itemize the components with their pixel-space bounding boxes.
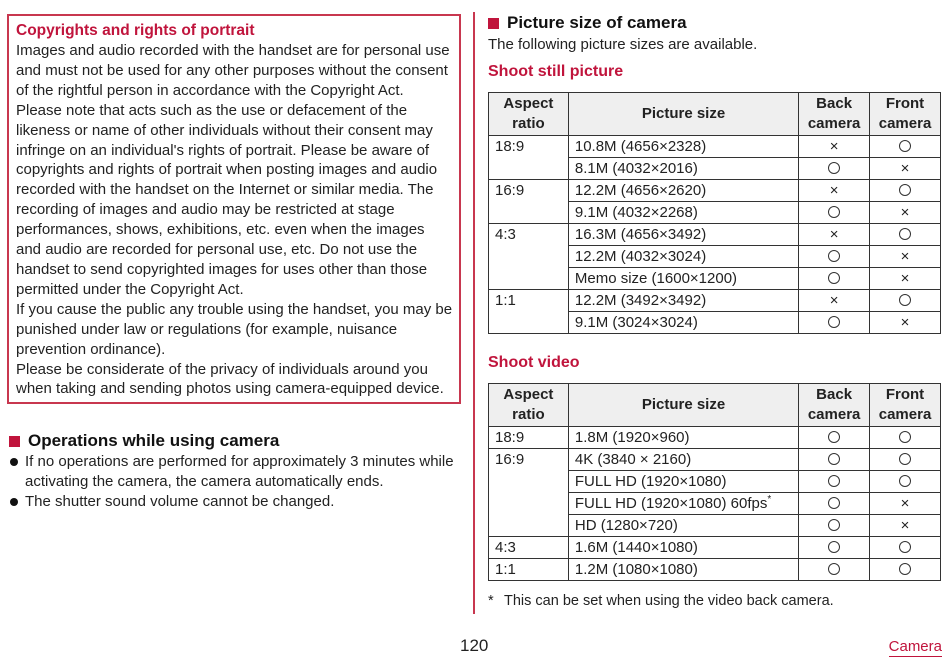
operations-heading <box>9 430 279 452</box>
header-aspect-ratio: Aspect ratio <box>489 93 569 136</box>
video-subheading: Shoot video <box>488 354 580 371</box>
header-back-camera: Back camera <box>799 384 870 427</box>
notice-paragraph-3: Please be considerate of the privacy of individuals around you when taking and sending photos using camera-equipped device. <box>16 360 444 398</box>
aspect-ratio-cell: 4:3 <box>489 224 569 290</box>
picture-size-cell: 1.2M (1080×1080) <box>568 559 798 581</box>
available-circle-icon <box>870 136 941 158</box>
header-back-camera: Back camera <box>799 93 870 136</box>
table-row <box>489 224 941 246</box>
notice-paragraph-1: Images and audio recorded with the handset are for personal use and must not be used for any other purposes without the consent of the rightful person in accordance with the Copyright Act. Please note that acts such as the use or defacement of the likeness or name of other individuals without their consent may infringe on an individual's rights of portrait. Please be aware of copyrights and rights of portrait when posting images and audio recorded with the handset on the Internet or similar media. The recording of images and audio may be restricted at stage performances, shows, exhibitions, etc. even when the images and audio are recorded for personal use, etc. Do not use the handset to send copyrighted images for uses other than those permitted under the Copyright Act. <box>16 42 450 298</box>
circle-icon <box>828 519 840 531</box>
available-circle-icon <box>870 537 941 559</box>
picture-size-cell: 10.8M (4656×2328) <box>568 136 798 158</box>
square-bullet-icon <box>488 18 499 29</box>
picture-size-cell: HD (1280×720) <box>568 515 798 537</box>
picture-size-cell: 9.1M (3024×3024) <box>568 312 798 334</box>
picture-size-intro: The following picture sizes are available. <box>488 36 758 53</box>
unavailable-cross-icon: × <box>870 515 941 537</box>
circle-icon <box>828 272 840 284</box>
available-circle-icon <box>799 427 870 449</box>
picture-size-cell: FULL HD (1920×1080) 60fps* <box>568 493 798 515</box>
circle-icon <box>828 475 840 487</box>
unavailable-cross-icon: × <box>799 136 870 158</box>
table-row <box>489 559 941 581</box>
still-picture-subheading: Shoot still picture <box>488 63 624 80</box>
circle-icon <box>828 206 840 218</box>
available-circle-icon <box>799 515 870 537</box>
bullet-dot-icon <box>10 458 18 466</box>
picture-size-cell: FULL HD (1920×1080) <box>568 471 798 493</box>
aspect-ratio-cell: 16:9 <box>489 449 569 537</box>
aspect-ratio-cell: 16:9 <box>489 180 569 224</box>
footnote-asterisk: * <box>767 494 772 505</box>
available-circle-icon <box>799 268 870 290</box>
circle-icon <box>899 228 911 240</box>
footnote-text: This can be set when using the video back camera. <box>504 593 834 609</box>
available-circle-icon <box>870 180 941 202</box>
available-circle-icon <box>799 493 870 515</box>
circle-icon <box>828 316 840 328</box>
square-bullet-icon <box>9 436 20 447</box>
aspect-ratio-cell: 18:9 <box>489 136 569 180</box>
picture-size-heading-text: Picture size of camera <box>507 13 687 32</box>
available-circle-icon <box>799 158 870 180</box>
picture-size-cell: Memo size (1600×1200) <box>568 268 798 290</box>
unavailable-cross-icon: × <box>870 312 941 334</box>
available-circle-icon <box>870 427 941 449</box>
unavailable-cross-icon: × <box>870 202 941 224</box>
aspect-ratio-cell: 1:1 <box>489 559 569 581</box>
notice-title: Copyrights and rights of portrait <box>16 22 255 39</box>
picture-size-cell: 4K (3840 × 2160) <box>568 449 798 471</box>
available-circle-icon <box>870 224 941 246</box>
circle-icon <box>828 563 840 575</box>
available-circle-icon <box>799 246 870 268</box>
column-divider <box>473 12 475 614</box>
header-front-camera: Front camera <box>870 384 941 427</box>
aspect-ratio-cell: 4:3 <box>489 537 569 559</box>
circle-icon <box>899 294 911 306</box>
picture-size-cell: 8.1M (4032×2016) <box>568 158 798 180</box>
operations-list <box>9 452 464 512</box>
available-circle-icon <box>870 449 941 471</box>
section-tag-link[interactable]: Camera <box>888 638 942 655</box>
bullet-text-1: If no operations are performed for approximately 3 minutes while activating the camera, the camera automatically ends. <box>25 453 454 490</box>
header-aspect-ratio: Aspect ratio <box>489 384 569 427</box>
video-table <box>488 383 941 581</box>
unavailable-cross-icon: × <box>870 246 941 268</box>
available-circle-icon <box>870 471 941 493</box>
unavailable-cross-icon: × <box>799 290 870 312</box>
circle-icon <box>899 453 911 465</box>
unavailable-cross-icon: × <box>799 224 870 246</box>
notice-paragraph-2: If you cause the public any trouble using the handset, you may be punished under law or regulations (for example, nuisance prevention ordinance). <box>16 300 453 358</box>
circle-icon <box>828 497 840 509</box>
picture-size-cell: 9.1M (4032×2268) <box>568 202 798 224</box>
picture-size-cell: 1.8M (1920×960) <box>568 427 798 449</box>
header-picture-size: Picture size <box>568 384 798 427</box>
aspect-ratio-cell: 18:9 <box>489 427 569 449</box>
picture-size-cell: 1.6M (1440×1080) <box>568 537 798 559</box>
table-row <box>489 427 941 449</box>
table-row <box>489 290 941 312</box>
circle-icon <box>899 541 911 553</box>
circle-icon <box>899 431 911 443</box>
header-front-camera: Front camera <box>870 93 941 136</box>
circle-icon <box>828 541 840 553</box>
circle-icon <box>899 184 911 196</box>
circle-icon <box>899 563 911 575</box>
table-row <box>489 449 941 471</box>
bullet-dot-icon <box>10 498 18 506</box>
list-item <box>9 452 464 492</box>
picture-size-cell: 12.2M (3492×3492) <box>568 290 798 312</box>
unavailable-cross-icon: × <box>870 493 941 515</box>
circle-icon <box>828 250 840 262</box>
operations-heading-text: Operations while using camera <box>28 431 280 450</box>
picture-size-heading <box>488 12 687 34</box>
available-circle-icon <box>799 449 870 471</box>
available-circle-icon <box>799 202 870 224</box>
picture-size-cell: 12.2M (4032×3024) <box>568 246 798 268</box>
copyright-notice-box <box>7 14 461 404</box>
table-row <box>489 136 941 158</box>
footnote <box>488 592 834 611</box>
still-picture-table <box>488 92 941 334</box>
available-circle-icon <box>799 559 870 581</box>
available-circle-icon <box>870 290 941 312</box>
circle-icon <box>828 453 840 465</box>
page-number: 120 <box>460 636 489 655</box>
bullet-text-2: The shutter sound volume cannot be changed. <box>25 492 335 510</box>
circle-icon <box>899 140 911 152</box>
picture-size-cell: 12.2M (4656×2620) <box>568 180 798 202</box>
aspect-ratio-cell: 1:1 <box>489 290 569 334</box>
unavailable-cross-icon: × <box>799 180 870 202</box>
list-item <box>9 492 464 512</box>
circle-icon <box>899 475 911 487</box>
table-row <box>489 537 941 559</box>
table-header-row <box>489 93 941 136</box>
available-circle-icon <box>799 537 870 559</box>
available-circle-icon <box>799 312 870 334</box>
unavailable-cross-icon: × <box>870 158 941 180</box>
picture-size-cell: 16.3M (4656×3492) <box>568 224 798 246</box>
available-circle-icon <box>799 471 870 493</box>
header-picture-size: Picture size <box>568 93 798 136</box>
circle-icon <box>828 431 840 443</box>
available-circle-icon <box>870 559 941 581</box>
table-row <box>489 180 941 202</box>
table-header-row <box>489 384 941 427</box>
unavailable-cross-icon: × <box>870 268 941 290</box>
circle-icon <box>828 162 840 174</box>
footnote-mark: * <box>488 593 494 609</box>
